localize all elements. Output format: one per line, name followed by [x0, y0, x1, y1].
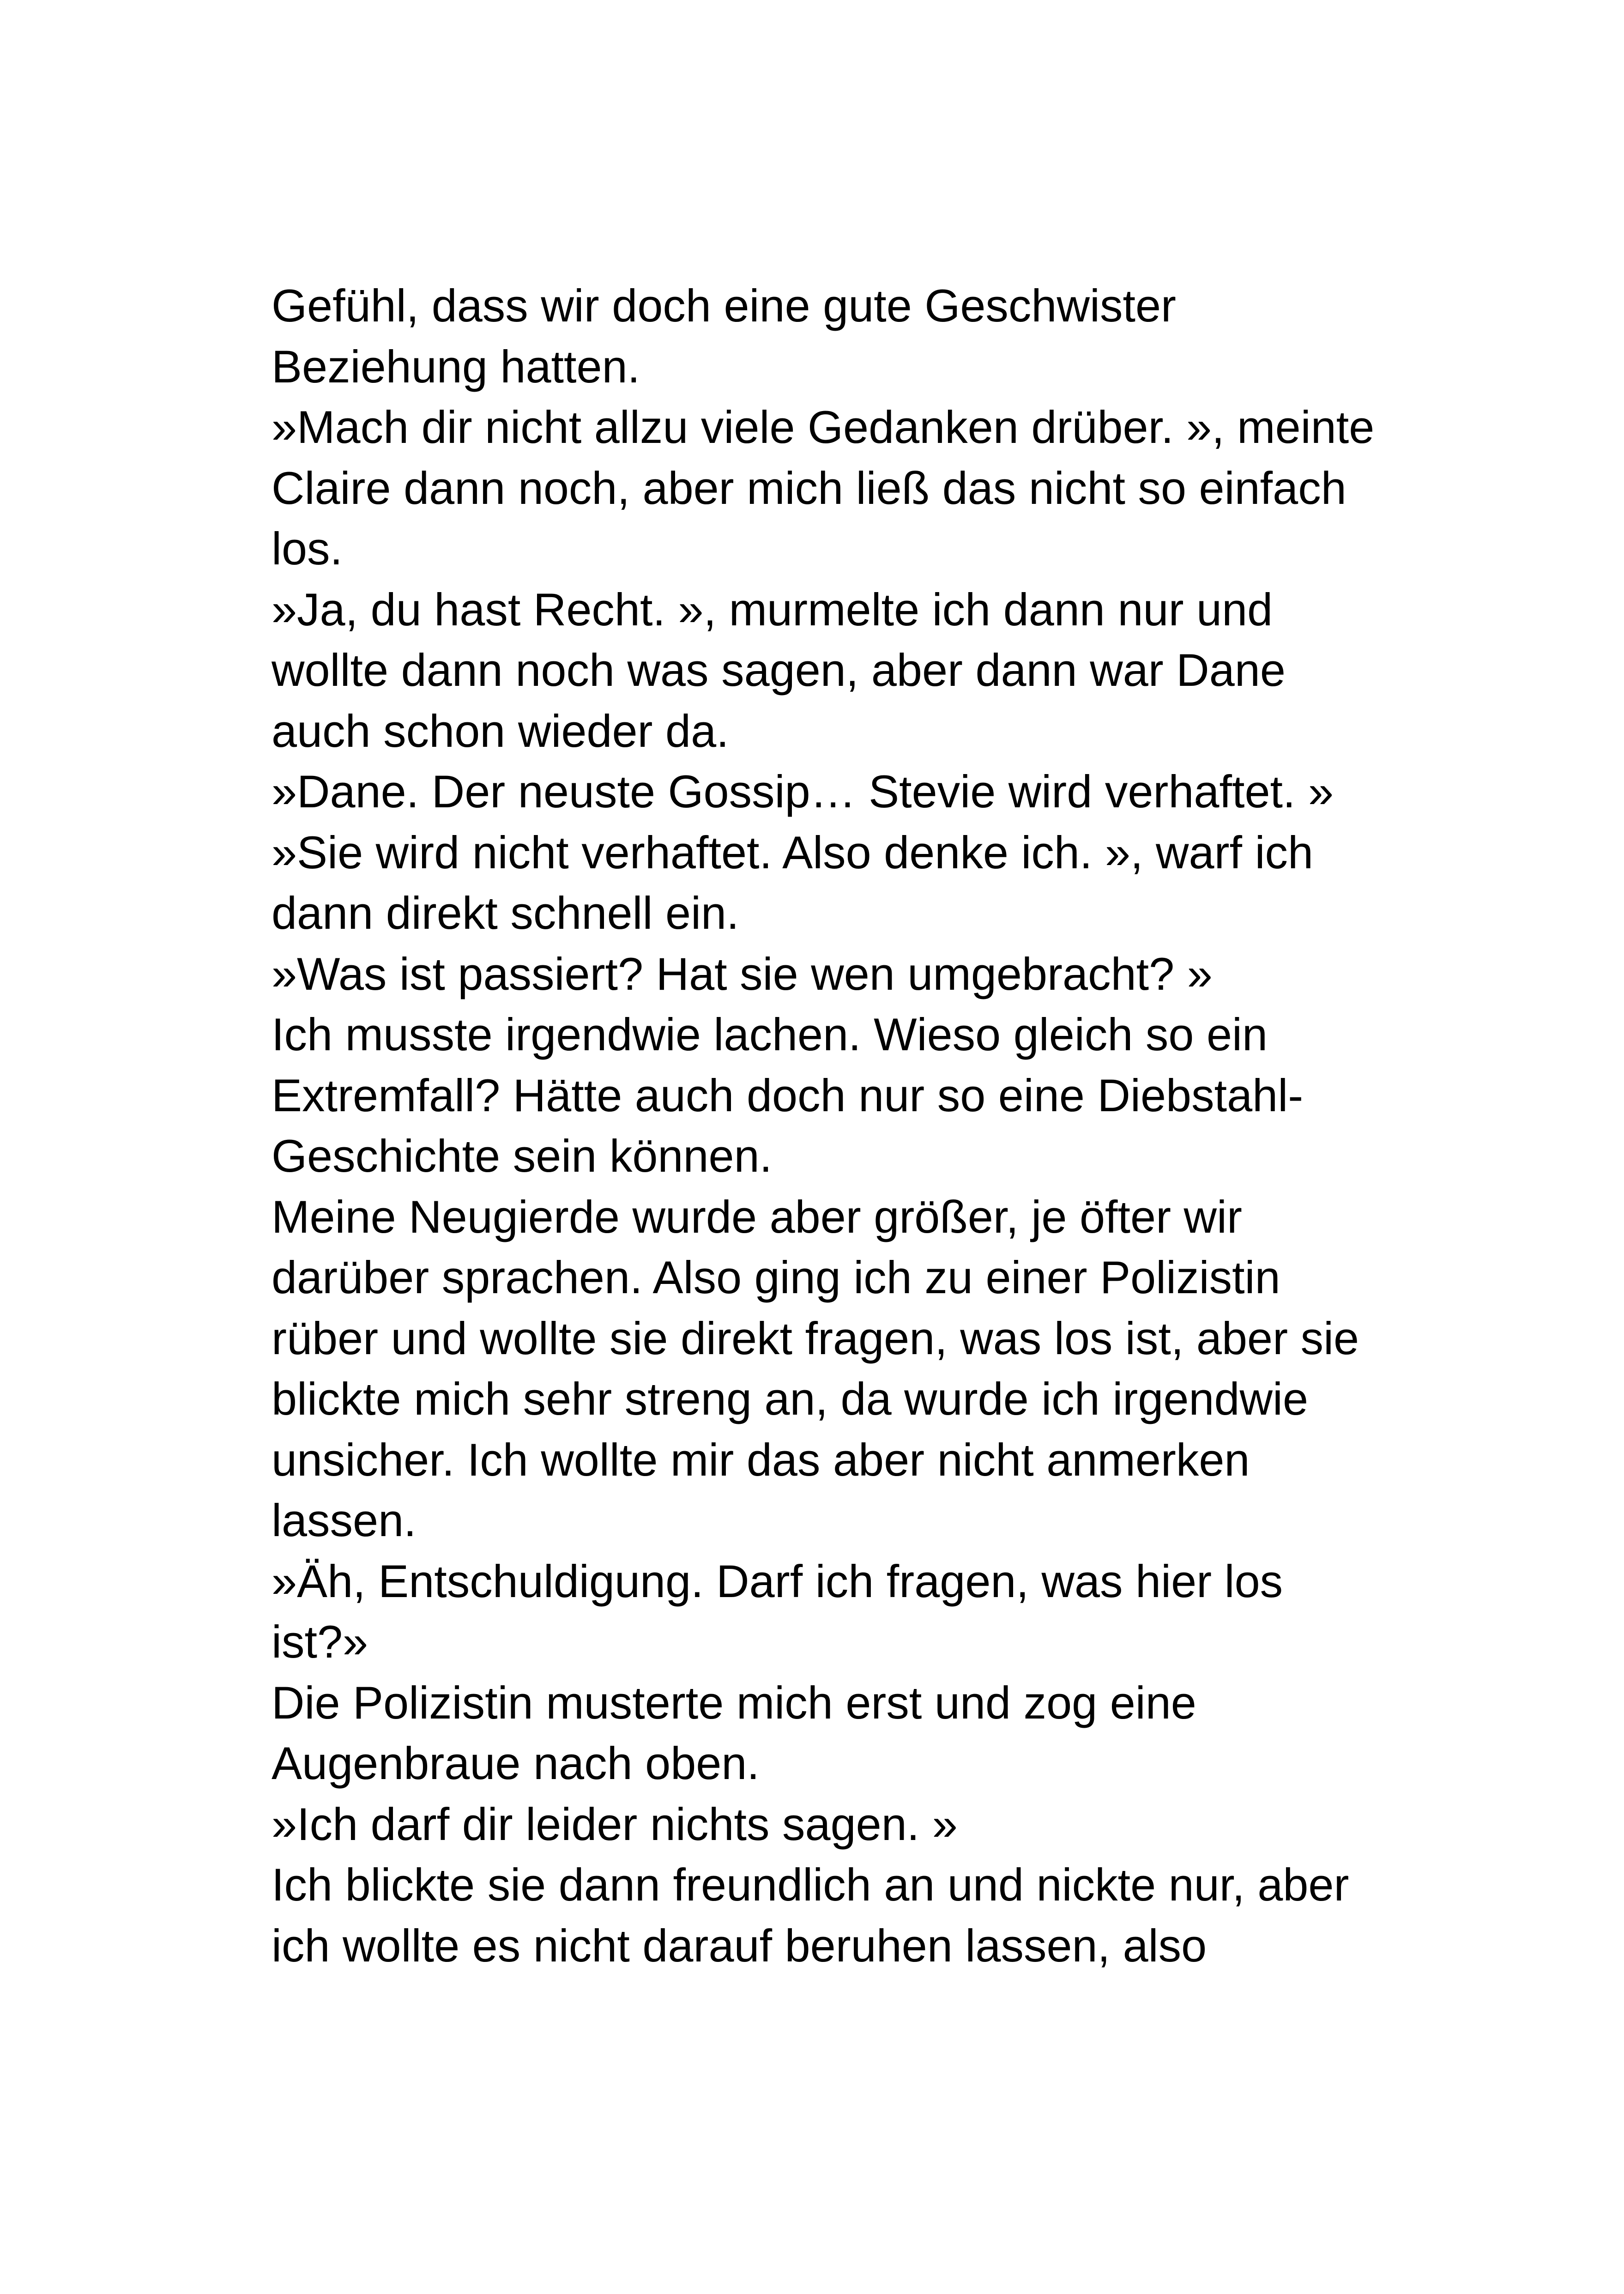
text-line: Extremfall? Hätte auch doch nur so eine Diebstahl-	[272, 1069, 1304, 1121]
text-line: Augenbraue nach oben.	[272, 1737, 760, 1789]
text-line: »Dane. Der neuste Gossip… Stevie wird verhaftet. »	[272, 766, 1334, 817]
text-line: Die Polizistin musterte mich erst und zog eine	[272, 1677, 1196, 1728]
text-line: unsicher. Ich wollte mir das aber nicht anmerken	[272, 1434, 1250, 1485]
text-line: Meine Neugierde wurde aber größer, je öfter wir	[272, 1191, 1243, 1242]
text-line: darüber sprachen. Also ging ich zu einer Polizistin	[272, 1252, 1280, 1303]
text-line: »Sie wird nicht verhaftet. Also denke ich. », warf ich	[272, 826, 1314, 878]
text-line: los.	[272, 523, 343, 574]
text-line: Claire dann noch, aber mich ließ das nicht so einfach	[272, 462, 1346, 514]
text-line: Geschichte sein können.	[272, 1130, 773, 1181]
text-line: ist?»	[272, 1616, 368, 1667]
text-line: »Ich darf dir leider nichts sagen. »	[272, 1798, 958, 1850]
text-line: »Mach dir nicht allzu viele Gedanken drüber. », meinte	[272, 401, 1375, 453]
text-line: wollte dann noch was sagen, aber dann war Dane	[272, 644, 1286, 696]
text-line: Beziehung hatten.	[272, 340, 640, 392]
text-line: Ich musste irgendwie lachen. Wieso gleich so ein	[272, 1009, 1268, 1060]
text-line: »Äh, Entschuldigung. Darf ich fragen, was hier los	[272, 1555, 1283, 1607]
text-line: Gefühl, dass wir doch eine gute Geschwister	[272, 280, 1176, 331]
text-line: ich wollte es nicht darauf beruhen lassen, also	[272, 1919, 1207, 1971]
text-line: »Was ist passiert? Hat sie wen umgebracht? »	[272, 948, 1213, 999]
text-line: auch schon wieder da.	[272, 705, 729, 757]
text-line: dann direkt schnell ein.	[272, 887, 739, 938]
body-text	[272, 275, 1454, 1976]
text-line: Ich blickte sie dann freundlich an und nickte nur, aber	[272, 1859, 1349, 1910]
text-line: rüber und wollte sie direkt fragen, was los ist, aber sie	[272, 1312, 1359, 1364]
text-line: »Ja, du hast Recht. », murmelte ich dann nur und	[272, 583, 1273, 635]
text-line: blickte mich sehr streng an, da wurde ich irgendwie	[272, 1373, 1309, 1424]
text-line: lassen.	[272, 1495, 417, 1546]
